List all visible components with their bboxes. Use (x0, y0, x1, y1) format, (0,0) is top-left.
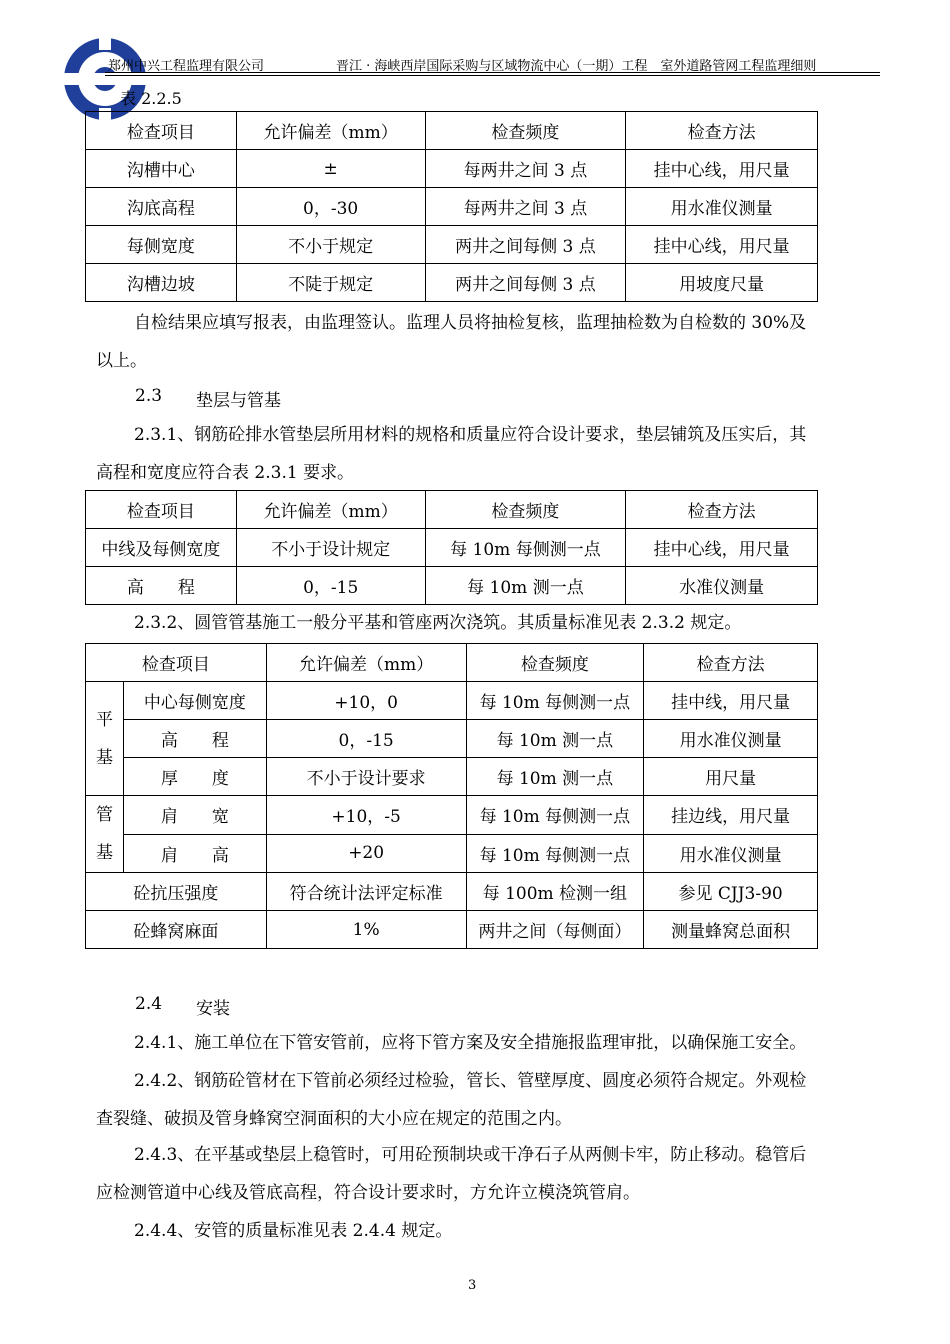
table-header-cell: 检查频度 (425, 491, 626, 529)
table-cell: 不陡于规定 (236, 264, 425, 302)
table-cell: 挂中心线，用尺量 (626, 226, 818, 264)
page-number: 3 (468, 1278, 477, 1293)
table-cell: 挂中线，用尺量 (644, 682, 818, 720)
table-header-row (86, 491, 818, 529)
table-cell: 砼抗压强度 (86, 873, 267, 911)
table-cell: ± (236, 150, 425, 188)
paragraph-line: 2.3.1、钢筋砼排水管垫层所用材料的规格和质量应符合设计要求，垫层铺筑及压实后，其 (134, 425, 807, 445)
table-header-cell: 检查方法 (626, 112, 818, 150)
table-cell: 中线及每侧宽度 (86, 529, 237, 567)
table-cell: 用水准仪测量 (644, 834, 818, 873)
table-2-2-5 (85, 111, 818, 302)
table-row (86, 188, 818, 226)
table-cell: 肩 高 (123, 834, 266, 873)
table-row (86, 834, 818, 873)
table-header-cell: 允许偏差（mm） (236, 112, 425, 150)
section-title: 垫层与管基 (196, 391, 281, 411)
section-number: 2.4 (135, 994, 163, 1014)
group-label-char: 管 (95, 805, 113, 825)
company-logo-icon (62, 36, 148, 122)
header-rule (105, 72, 880, 73)
table-header-row (86, 644, 818, 682)
table-header-cell: 检查频度 (425, 112, 626, 150)
table-cell: 每 10m 每侧测一点 (466, 834, 644, 873)
table-cell: 水准仪测量 (626, 567, 818, 605)
table-cell: 用尺量 (644, 758, 818, 796)
table-cell: +10，-5 (266, 796, 466, 835)
table-row (86, 567, 818, 605)
table-header-cell: 检查方法 (644, 644, 818, 682)
table-row (86, 720, 818, 758)
table-header-cell: 检查项目 (86, 644, 267, 682)
table-row (86, 911, 818, 949)
table-cell: 0，-15 (236, 567, 425, 605)
table-cell: 0，-30 (236, 188, 425, 226)
table-cell: 两井之间每侧 3 点 (425, 264, 626, 302)
table-cell: 中心每侧宽度 (123, 682, 266, 720)
paragraph-line: 自检结果应填写报表，由监理签认。监理人员将抽检复核，监理抽检数为自检数的 30%及 (134, 313, 807, 333)
table-caption: 表 2.2.5 (120, 89, 182, 108)
table-header-cell: 检查项目 (86, 491, 237, 529)
table-header-cell: 检查频度 (466, 644, 644, 682)
table-row (86, 529, 818, 567)
paragraph-line: 以上。 (96, 351, 147, 371)
table-cell: +20 (266, 834, 466, 873)
table-cell: 符合统计法评定标准 (266, 873, 466, 911)
paragraph-line: 2.4.3、在平基或垫层上稳管时，可用砼预制块或干净石子从两侧卡牢，防止移动。稳管后 (134, 1145, 807, 1165)
table-cell: 每两井之间 3 点 (425, 188, 626, 226)
table-cell: 用水准仪测量 (644, 720, 818, 758)
section-number: 2.3 (135, 386, 163, 406)
table-cell: 每 10m 测一点 (466, 758, 644, 796)
header-company: 郑州中兴工程监理有限公司 (108, 59, 265, 74)
table-cell: 0，-15 (266, 720, 466, 758)
group-label-pipe-base (86, 796, 124, 873)
paragraph-2-3-2 (96, 604, 880, 642)
group-label-char: 基 (95, 843, 113, 863)
table-row (86, 682, 818, 720)
paragraph-line: 2.4.2、钢筋砼管材在下管前必须经过检验，管长、管壁厚度、圆度必须符合规定。外观检 (134, 1071, 807, 1091)
table-header-cell: 允许偏差（mm） (236, 491, 425, 529)
table-cell: 肩 宽 (123, 796, 266, 835)
table-cell: 每侧宽度 (86, 226, 237, 264)
header-project: 晋江 · 海峡西岸国际采购与区域物流中心（一期）工程 室外道路管网工程监理细则 (336, 59, 817, 74)
table-cell: 用坡度尺量 (626, 264, 818, 302)
paragraph-2-4-3 (96, 1136, 880, 1212)
table-header-row (86, 112, 818, 150)
header-rule-thin (105, 75, 880, 76)
table-cell: 沟底高程 (86, 188, 237, 226)
table-row (86, 226, 818, 264)
table-row (86, 150, 818, 188)
table-cell: 挂中心线，用尺量 (626, 150, 818, 188)
paragraph-line: 应检测管道中心线及管底高程，符合设计要求时，方允许立模浇筑管肩。 (96, 1183, 640, 1203)
table-cell: 参见 CJJ3-90 (644, 873, 818, 911)
table-cell: 用水准仪测量 (626, 188, 818, 226)
paragraph-line: 查裂缝、破损及管身蜂窝空洞面积的大小应在规定的范围之内。 (96, 1109, 572, 1129)
table-cell: 高 程 (123, 720, 266, 758)
table-header-cell: 允许偏差（mm） (266, 644, 466, 682)
table-cell: 厚 度 (123, 758, 266, 796)
table-cell: 挂中心线，用尺量 (626, 529, 818, 567)
table-header-cell: 检查项目 (86, 112, 237, 150)
paragraph-line: 高程和宽度应符合表 2.3.1 要求。 (96, 463, 355, 483)
section-title: 安装 (196, 999, 230, 1019)
table-row (86, 758, 818, 796)
table-cell: 测量蜂窝总面积 (644, 911, 818, 949)
paragraph-2-3-1 (96, 416, 880, 492)
group-label-char: 基 (95, 747, 113, 768)
table-cell: 不小于设计要求 (266, 758, 466, 796)
paragraph-2-4-2 (96, 1062, 880, 1138)
table-cell: 沟槽边坡 (86, 264, 237, 302)
table-cell: 不小于规定 (236, 226, 425, 264)
paragraph-line: 2.3.2、圆管管基施工一般分平基和管座两次浇筑。其质量标准见表 2.3.2 规定。 (134, 613, 742, 633)
paragraph-2-4-4 (96, 1212, 880, 1250)
table-cell: 两井之间（每侧面） (466, 911, 644, 949)
table-cell: 砼蜂窝麻面 (86, 911, 267, 949)
group-label-char: 平 (95, 709, 113, 730)
paragraph-2-4-1 (96, 1024, 880, 1062)
table-cell: 每 10m 测一点 (466, 720, 644, 758)
table-2-3-1 (85, 490, 818, 605)
table-cell: 1% (266, 911, 466, 949)
table-cell: 高 程 (86, 567, 237, 605)
table-cell: 每两井之间 3 点 (425, 150, 626, 188)
paragraph-self-check (96, 304, 880, 380)
paragraph-line: 2.4.4、安管的质量标准见表 2.4.4 规定。 (134, 1221, 453, 1241)
table-cell: 每 10m 每侧测一点 (466, 796, 644, 835)
table-row (86, 796, 818, 835)
table-cell: 两井之间每侧 3 点 (425, 226, 626, 264)
table-cell: +10，0 (266, 682, 466, 720)
table-2-3-2 (85, 643, 818, 949)
group-label-flat-base (86, 682, 124, 796)
table-row (86, 264, 818, 302)
table-cell: 不小于设计规定 (236, 529, 425, 567)
table-cell: 每 10m 测一点 (425, 567, 626, 605)
paragraph-line: 2.4.1、施工单位在下管安管前，应将下管方案及安全措施报监理审批，以确保施工安全。 (134, 1033, 807, 1053)
table-row (86, 873, 818, 911)
table-cell: 每 100m 检测一组 (466, 873, 644, 911)
table-cell: 每 10m 每侧测一点 (466, 682, 644, 720)
table-cell: 挂边线，用尺量 (644, 796, 818, 835)
table-header-cell: 检查方法 (626, 491, 818, 529)
table-cell: 每 10m 每侧测一点 (425, 529, 626, 567)
table-cell: 沟槽中心 (86, 150, 237, 188)
